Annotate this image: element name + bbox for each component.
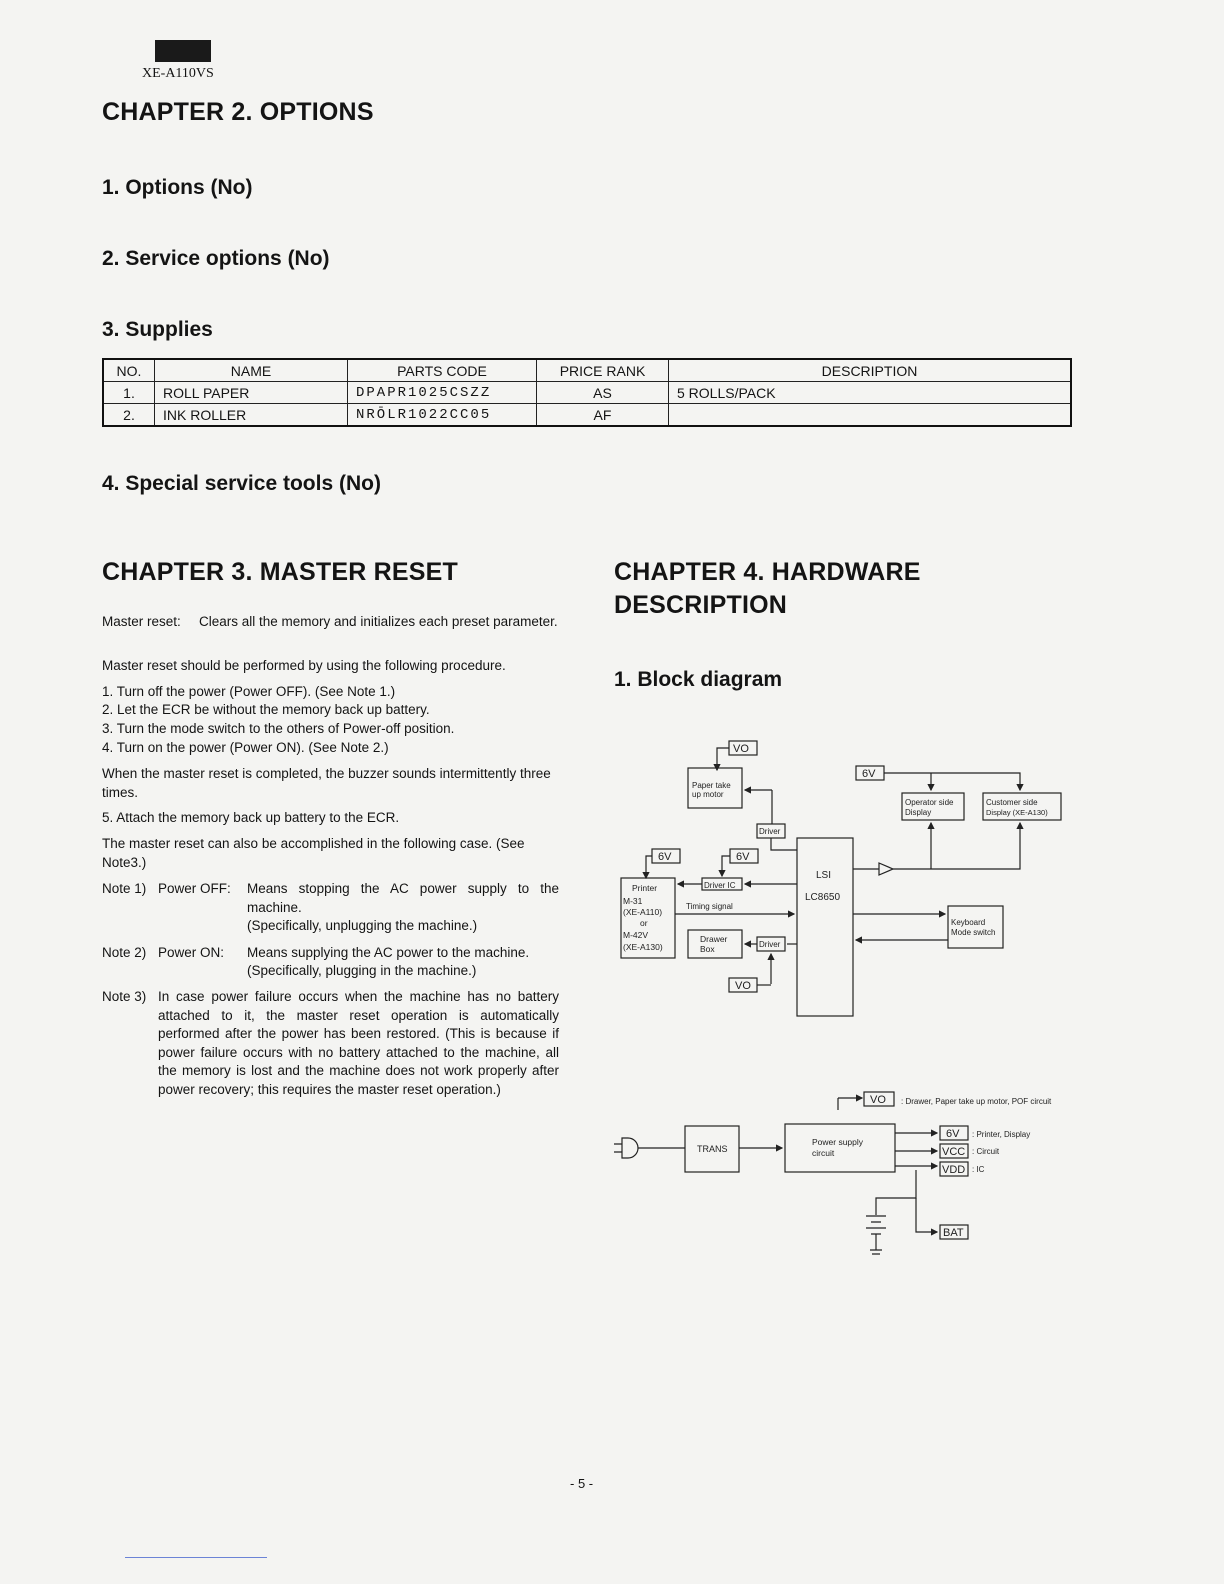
driver-ic-label: Driver IC xyxy=(704,881,736,890)
section-options: 1. Options (No) xyxy=(102,176,253,199)
6v-label-mid: 6V xyxy=(736,851,750,863)
note1-text: Means stopping the AC power supply to the machine. xyxy=(247,881,559,915)
6v-label-right: 6V xyxy=(862,768,876,780)
driver-label-2: Driver xyxy=(759,940,781,949)
printer-label-4: M-42V xyxy=(623,930,649,940)
operator-display-label-2: Display xyxy=(905,808,932,817)
customer-display-label-1: Customer side xyxy=(986,798,1038,807)
chapter3-title: CHAPTER 3. MASTER RESET xyxy=(102,558,459,586)
chapter2-title: CHAPTER 2. OPTIONS xyxy=(102,98,374,126)
cell-price-rank: AS xyxy=(537,382,669,404)
keyboard-label-2: Mode switch xyxy=(951,928,996,937)
footer-line xyxy=(125,1557,267,1558)
col-no: NO. xyxy=(103,359,155,382)
step-3: 3. Turn the mode switch to the others of Power-off position. xyxy=(102,721,455,736)
cell-parts-code: NRŌLR1022CC05 xyxy=(348,404,537,427)
supplies-table xyxy=(102,358,1072,427)
note1-term: Power OFF: xyxy=(158,881,231,896)
battery-icon xyxy=(866,1216,886,1234)
note3-text: In case power failure occurs when the machine has no battery attached to it, the master reset operation is automatically performed after the power has been restored. (This is because if power failure occurs with no battery attached to the machine, all the memory is lost and the machine does not work properly after power recovery; this requires the master reset operation.) xyxy=(158,989,559,1097)
lsi-label: LSI xyxy=(816,870,832,881)
cell-no: 2. xyxy=(103,404,155,427)
model-label-bar xyxy=(155,40,211,62)
section-block-diagram: 1. Block diagram xyxy=(614,668,783,691)
section-special-tools: 4. Special service tools (No) xyxy=(102,472,381,495)
printer-label-3: or xyxy=(640,918,648,928)
master-reset-definition: Clears all the memory and initializes each preset parameter. xyxy=(199,614,558,629)
power-supply-label-1: Power supply xyxy=(812,1137,864,1147)
chapter4-title-line2: DESCRIPTION xyxy=(614,591,788,619)
paper-motor-label-2: up motor xyxy=(692,790,724,799)
note1-label: Note 1) xyxy=(102,881,147,896)
printer-label-1: M-31 xyxy=(623,896,643,906)
cell-description xyxy=(669,404,1072,427)
operator-display-label-1: Operator side xyxy=(905,798,954,807)
printer-label-5: (XE-A130) xyxy=(623,942,663,952)
cell-price-rank: AF xyxy=(537,404,669,427)
power-supply-label-2: circuit xyxy=(812,1148,835,1158)
note1-sub: (Specifically, unplugging the machine.) xyxy=(247,918,478,933)
bat-label: BAT xyxy=(943,1227,964,1239)
drawer-label-2: Box xyxy=(700,944,715,954)
vdd-label: VDD xyxy=(942,1164,966,1176)
note2-label: Note 2) xyxy=(102,945,147,960)
note2-text: Means supplying the AC power to the machine. xyxy=(247,945,530,960)
vo-description: : Drawer, Paper take up motor, POF circuit xyxy=(901,1097,1052,1106)
note2-term: Power ON: xyxy=(158,945,225,960)
model-number: XE-A110VS xyxy=(142,66,214,81)
cell-description: 5 ROLLS/PACK xyxy=(669,382,1072,404)
table-header-row xyxy=(103,359,1071,382)
cell-no: 1. xyxy=(103,382,155,404)
cell-parts-code: DPAPR1025CSZZ xyxy=(348,382,537,404)
section-supplies: 3. Supplies xyxy=(102,318,213,341)
customer-display-label-2: Display (XE-A130) xyxy=(986,808,1048,817)
section-service-options: 2. Service options (No) xyxy=(102,247,330,270)
step-2: 2. Let the ECR be without the memory back up battery. xyxy=(102,702,430,717)
also-text: The master reset can also be accomplished in the following case. (See Note3.) xyxy=(102,836,525,870)
block-diagram xyxy=(600,730,1080,1270)
printer-label-2: (XE-A110) xyxy=(623,907,663,917)
vo-label-top: VO xyxy=(733,743,749,755)
step-4: 4. Turn on the power (Power ON). (See Note 2.) xyxy=(102,740,389,755)
timing-signal-label: Timing signal xyxy=(686,902,733,911)
lsi-box xyxy=(797,838,853,1016)
vo-label-bottom: VO xyxy=(735,980,751,992)
printer-label-0: Printer xyxy=(632,883,658,893)
note2-sub: (Specifically, plugging in the machine.) xyxy=(247,963,477,978)
step-5: 5. Attach the memory back up battery to the ECR. xyxy=(102,810,400,825)
step-1: 1. Turn off the power (Power OFF). (See Note 1.) xyxy=(102,684,396,699)
table-row xyxy=(103,382,1071,404)
page-number: - 5 - xyxy=(570,1476,594,1491)
completed-text: When the master reset is completed, the buzzer sounds intermittently three times. xyxy=(102,766,551,800)
lc8650-label: LC8650 xyxy=(805,892,841,903)
vcc-description: : Circuit xyxy=(972,1147,1000,1156)
master-reset-label: Master reset: xyxy=(102,614,181,629)
note3-label: Note 3) xyxy=(102,989,147,1004)
6v-description: : Printer, Display xyxy=(972,1130,1031,1139)
keyboard-box xyxy=(948,906,1003,948)
6v-label-power: 6V xyxy=(946,1128,960,1140)
vo-label-power: VO xyxy=(870,1094,886,1106)
cell-name: ROLL PAPER xyxy=(155,382,348,404)
power-supply-box xyxy=(785,1124,895,1172)
table-row xyxy=(103,404,1071,427)
trans-label: TRANS xyxy=(697,1144,728,1154)
cell-name: INK ROLLER xyxy=(155,404,348,427)
col-name: NAME xyxy=(155,359,348,382)
6v-label-left: 6V xyxy=(658,851,672,863)
procedure-intro: Master reset should be performed by using the following procedure. xyxy=(102,658,506,673)
chapter4-title-line1: CHAPTER 4. HARDWARE xyxy=(614,558,921,586)
paper-motor-label-1: Paper take xyxy=(692,781,731,790)
vdd-description: : IC xyxy=(972,1165,985,1174)
drawer-label-1: Drawer xyxy=(700,934,728,944)
vcc-label: VCC xyxy=(942,1146,966,1158)
col-description: DESCRIPTION xyxy=(669,359,1072,382)
driver-label: Driver xyxy=(759,827,781,836)
col-price-rank: PRICE RANK xyxy=(537,359,669,382)
col-parts-code: PARTS CODE xyxy=(348,359,537,382)
keyboard-label-1: Keyboard xyxy=(951,918,986,927)
